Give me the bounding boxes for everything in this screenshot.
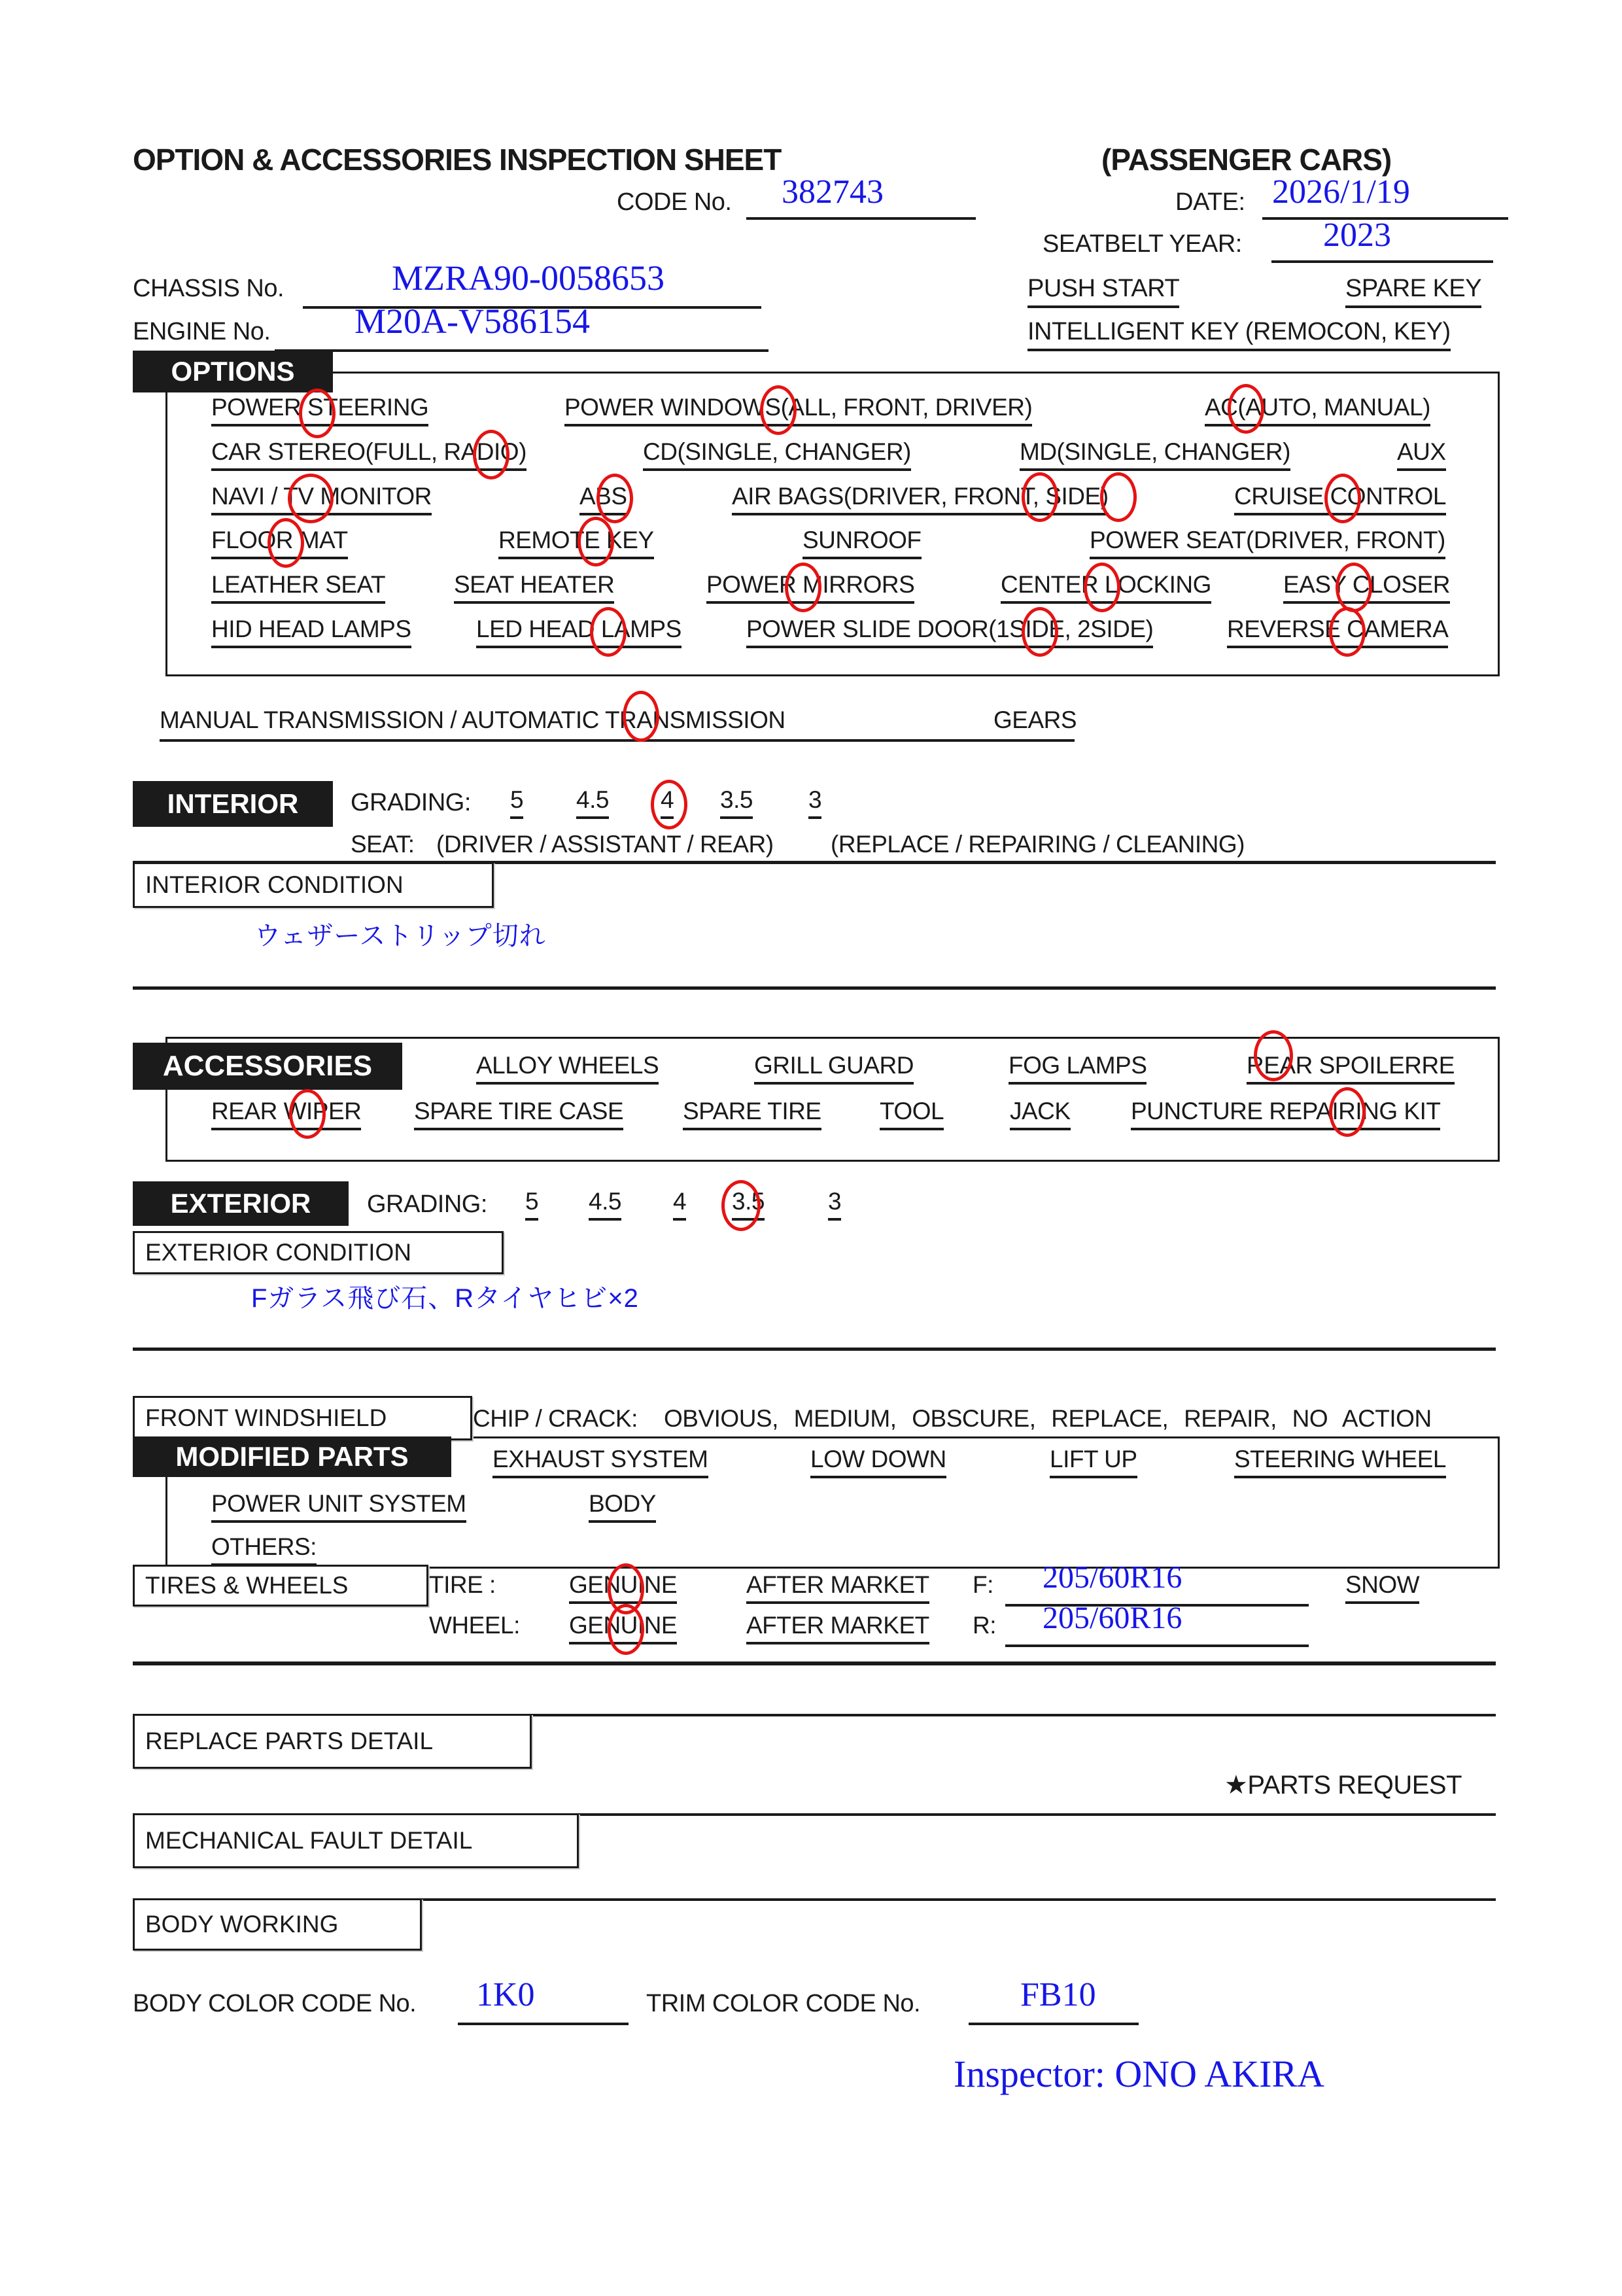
- options-header-label: OPTIONS: [171, 356, 295, 387]
- rear-size-underline: [1005, 1644, 1309, 1647]
- modified-exhaust-system: EXHAUST SYSTEM: [492, 1446, 708, 1478]
- exterior-grade-5: 5: [525, 1188, 538, 1221]
- body-color-underline: [458, 2023, 629, 2025]
- interior-header-label: INTERIOR: [167, 788, 299, 819]
- seatbelt-year-value: 2023: [1323, 217, 1391, 254]
- accessory-spare-tire: SPARE TIRE: [683, 1098, 821, 1130]
- seat-actions: (REPLACE / REPAIRING / CLEANING): [831, 831, 1245, 858]
- option-cruise-control: CRUISE CONTROL: [1234, 483, 1446, 515]
- interior-condition-box: [133, 862, 494, 908]
- interior-condition-label: INTERIOR CONDITION: [145, 871, 404, 898]
- interior-grade-4: 4: [661, 786, 674, 819]
- modified-power-unit-system: POWER UNIT SYSTEM: [211, 1490, 466, 1523]
- body-working-box: [133, 1898, 422, 1951]
- option-center-locking: CENTER LOCKING: [1001, 571, 1211, 604]
- accessory-fog-lamps: FOG LAMPS: [1009, 1052, 1147, 1085]
- circle-mark-reverse-camera: [1329, 607, 1366, 657]
- tire-genuine-label: GENUINE: [569, 1571, 677, 1604]
- interior-grading-label: GRADING:: [351, 789, 471, 816]
- exterior-grade-4-5: 4.5: [589, 1188, 621, 1221]
- accessories-header: [133, 1043, 402, 1090]
- body-color-code-value: 1K0: [476, 1976, 535, 2013]
- interior-condition-note: ウェザーストリップ切れ: [254, 922, 546, 950]
- option-power-steering: POWER STEERING: [211, 394, 428, 426]
- intelligent-key-label: INTELLIGENT KEY (REMOCON, KEY): [1027, 318, 1451, 351]
- option-car-stereo: CAR STEREO(FULL, RADIO): [211, 438, 526, 471]
- tires-wheels-box: [133, 1565, 428, 1607]
- modified-low-down: LOW DOWN: [810, 1446, 946, 1478]
- interior-grade-3-5: 3.5: [720, 786, 753, 819]
- option-led-head-lamps: LED HEAD LAMPS: [476, 616, 682, 648]
- option-easy-closer: EASY CLOSER: [1283, 571, 1450, 604]
- date-label: DATE:: [1175, 188, 1245, 216]
- seatbelt-underline: [1271, 260, 1493, 263]
- option-hid-head-lamps: HID HEAD LAMPS: [211, 616, 411, 648]
- accessory-alloy-wheels: ALLOY WHEELS: [476, 1052, 659, 1085]
- front-size-value: 205/60R16: [1043, 1560, 1182, 1595]
- parts-request-label: ★PARTS REQUEST: [1224, 1771, 1462, 1800]
- engine-underline: [275, 349, 768, 352]
- option-md: MD(SINGLE, CHANGER): [1020, 438, 1290, 471]
- code-value: 382743: [782, 173, 884, 211]
- chassis-label: CHASSIS No.: [133, 275, 285, 302]
- exterior-grade-4: 4: [673, 1188, 686, 1221]
- interior-grade-4-5: 4.5: [576, 786, 609, 819]
- push-start-label: PUSH START: [1027, 275, 1179, 308]
- option-sunroof: SUNROOF: [802, 527, 922, 559]
- option-aux: AUX: [1397, 438, 1446, 471]
- accessory-tool: TOOL: [880, 1098, 944, 1130]
- exterior-condition-note: Fガラス飛び石、Rタイヤヒビ×2: [251, 1284, 639, 1313]
- trim-color-underline: [969, 2023, 1139, 2025]
- accessory-jack: JACK: [1010, 1098, 1071, 1130]
- wheel-label: WHEEL:: [429, 1612, 520, 1639]
- circle-mark-ac-auto: [1228, 384, 1264, 434]
- trim-color-code-value: FB10: [1020, 1976, 1096, 2013]
- option-floor-mat: FLOOR MAT: [211, 527, 348, 559]
- transmission-label: MANUAL TRANSMISSION / AUTOMATIC TRANSMISSION: [160, 706, 785, 733]
- option-remote-key: REMOTE KEY: [498, 527, 654, 559]
- option-air-bags: AIR BAGS(DRIVER, FRONT, SIDE): [732, 483, 1109, 515]
- option-ac: AC(AUTO, MANUAL): [1205, 394, 1430, 426]
- code-underline: [746, 217, 976, 220]
- tire-after-market-label: AFTER MARKET: [746, 1571, 929, 1604]
- wheel-genuine-label: GENUINE: [569, 1612, 677, 1644]
- modified-others: OTHERS:: [211, 1533, 317, 1566]
- body-color-code-label: BODY COLOR CODE No.: [133, 1990, 417, 2017]
- interior-bottom-rule: [133, 986, 1496, 990]
- option-power-slide-door: POWER SLIDE DOOR(1SIDE, 2SIDE): [746, 616, 1153, 648]
- accessory-grill-guard: GRILL GUARD: [754, 1052, 914, 1085]
- interior-grade-3: 3: [808, 786, 821, 819]
- accessories-header-label: ACCESSORIES: [162, 1050, 373, 1082]
- code-label: CODE No.: [617, 188, 732, 216]
- option-power-seat: POWER SEAT(DRIVER, FRONT): [1090, 527, 1445, 559]
- exterior-condition-box: [133, 1231, 504, 1274]
- circle-mark-exterior-grade-3-5: [721, 1180, 761, 1231]
- interior-grade-5: 5: [510, 786, 523, 819]
- circle-mark-rear-wiper: [289, 1089, 326, 1139]
- circle-mark-airbag-front: [1022, 472, 1058, 522]
- chip-crack-label: CHIP / CRACK:: [473, 1405, 638, 1432]
- option-reverse-camera: REVERSE CAMERA: [1227, 616, 1448, 648]
- circle-mark-interior-grade-4: [651, 780, 687, 829]
- circle-mark-wheel-genuine: [608, 1604, 644, 1655]
- snow-label: SNOW: [1345, 1571, 1419, 1604]
- circle-mark-floor-mat: [267, 518, 304, 568]
- modified-parts-header: [133, 1436, 451, 1477]
- tire-label: TIRE :: [429, 1571, 496, 1598]
- exterior-grading-label: GRADING:: [367, 1191, 487, 1218]
- option-navi-tv-monitor: NAVI / TV MONITOR: [211, 483, 432, 515]
- engine-label: ENGINE No.: [133, 318, 271, 345]
- option-abs: ABS: [579, 483, 627, 515]
- front-windshield-box: [133, 1396, 472, 1440]
- gears-label: GEARS: [993, 706, 1077, 733]
- circle-mark-cruise-control: [1324, 474, 1361, 523]
- rear-size-label: R:: [973, 1612, 996, 1639]
- chassis-value: MZRA90-0058653: [392, 258, 664, 298]
- date-value: 2026/1/19: [1272, 173, 1410, 211]
- circle-mark-led-head-lamps: [590, 607, 627, 657]
- tires-wheels-label: TIRES & WHEELS: [145, 1572, 349, 1599]
- mechanical-fault-detail-box: [133, 1813, 579, 1868]
- seat-label: SEAT:: [351, 831, 415, 858]
- engine-value: M20A-V586154: [354, 302, 590, 341]
- spare-key-label: SPARE KEY: [1345, 275, 1481, 308]
- accessory-spare-tire-case: SPARE TIRE CASE: [414, 1098, 623, 1130]
- circle-mark-abs: [596, 474, 633, 523]
- seat-options: (DRIVER / ASSISTANT / REAR): [436, 831, 774, 858]
- options-header: [133, 351, 333, 392]
- circle-mark-power-windows-all: [760, 385, 797, 435]
- front-size-label: F:: [973, 1571, 993, 1598]
- exterior-header: [133, 1181, 349, 1226]
- body-working-label: BODY WORKING: [145, 1911, 339, 1938]
- circle-mark-rear-spoiler: [1254, 1030, 1293, 1081]
- option-power-mirrors: POWER MIRRORS: [706, 571, 914, 604]
- page-title: OPTION & ACCESSORIES INSPECTION SHEET: [133, 143, 782, 177]
- replace-parts-detail-label: REPLACE PARTS DETAIL: [145, 1728, 434, 1754]
- modified-steering-wheel: STEERING WHEEL: [1234, 1446, 1446, 1478]
- chip-crack-options: OBVIOUS, MEDIUM, OBSCURE, REPLACE, REPAIR, NO ACTION: [664, 1405, 1432, 1432]
- circle-mark-remote-key: [578, 517, 614, 566]
- option-power-windows: POWER WINDOWS(ALL, FRONT, DRIVER): [564, 394, 1032, 426]
- modified-parts-header-label: MODIFIED PARTS: [175, 1441, 409, 1472]
- circle-mark-center-locking: [1084, 563, 1120, 612]
- front-windshield-label: FRONT WINDSHIELD: [145, 1404, 387, 1431]
- interior-header: [133, 781, 333, 827]
- circle-mark-puncture-repairing-kit: [1329, 1087, 1366, 1137]
- circle-mark-easy-closer: [1336, 563, 1372, 612]
- exterior-header-label: EXTERIOR: [170, 1188, 311, 1219]
- circle-mark-power-steering: [299, 389, 336, 438]
- option-leather-seat: LEATHER SEAT: [211, 571, 385, 604]
- accessory-rear-wiper: REAR WIPER: [211, 1098, 361, 1130]
- circle-mark-power-slide-door-1side: [1022, 607, 1058, 657]
- option-seat-heater: SEAT HEATER: [454, 571, 614, 604]
- modified-lift-up: LIFT UP: [1050, 1446, 1137, 1478]
- accessory-rear-spoiler: REAR SPOILERRE: [1247, 1052, 1455, 1085]
- trim-color-code-label: TRIM COLOR CODE No.: [646, 1990, 921, 2017]
- exterior-bottom-rule: [133, 1348, 1496, 1351]
- exterior-grade-3-5: 3.5: [732, 1188, 765, 1221]
- circle-mark-car-stereo-radio: [473, 430, 509, 479]
- seatbelt-year-label: SEATBELT YEAR:: [1043, 230, 1242, 258]
- replace-parts-detail-box: [133, 1714, 532, 1769]
- wheel-after-market-label: AFTER MARKET: [746, 1612, 929, 1644]
- modified-body: BODY: [589, 1490, 656, 1523]
- rear-size-value: 205/60R16: [1043, 1601, 1182, 1635]
- circle-mark-navi-tv: [288, 474, 334, 523]
- inspector-signature: Inspector: ONO AKIRA: [954, 2053, 1325, 2095]
- page-subtitle: (PASSENGER CARS): [1101, 143, 1392, 177]
- circle-mark-automatic-transmission: [623, 691, 659, 742]
- circle-mark-airbag-side: [1100, 472, 1137, 522]
- option-cd: CD(SINGLE, CHANGER): [643, 438, 911, 471]
- exterior-condition-label: EXTERIOR CONDITION: [145, 1239, 412, 1266]
- accessory-puncture-repairing-kit: PUNCTURE REPAIRING KIT: [1131, 1098, 1440, 1130]
- tires-bottom-rule: [133, 1661, 1496, 1665]
- circle-mark-power-mirrors: [785, 563, 821, 612]
- transmission-underline: [160, 739, 1075, 742]
- mechanical-fault-detail-label: MECHANICAL FAULT DETAIL: [145, 1827, 473, 1854]
- exterior-grade-3: 3: [828, 1188, 841, 1221]
